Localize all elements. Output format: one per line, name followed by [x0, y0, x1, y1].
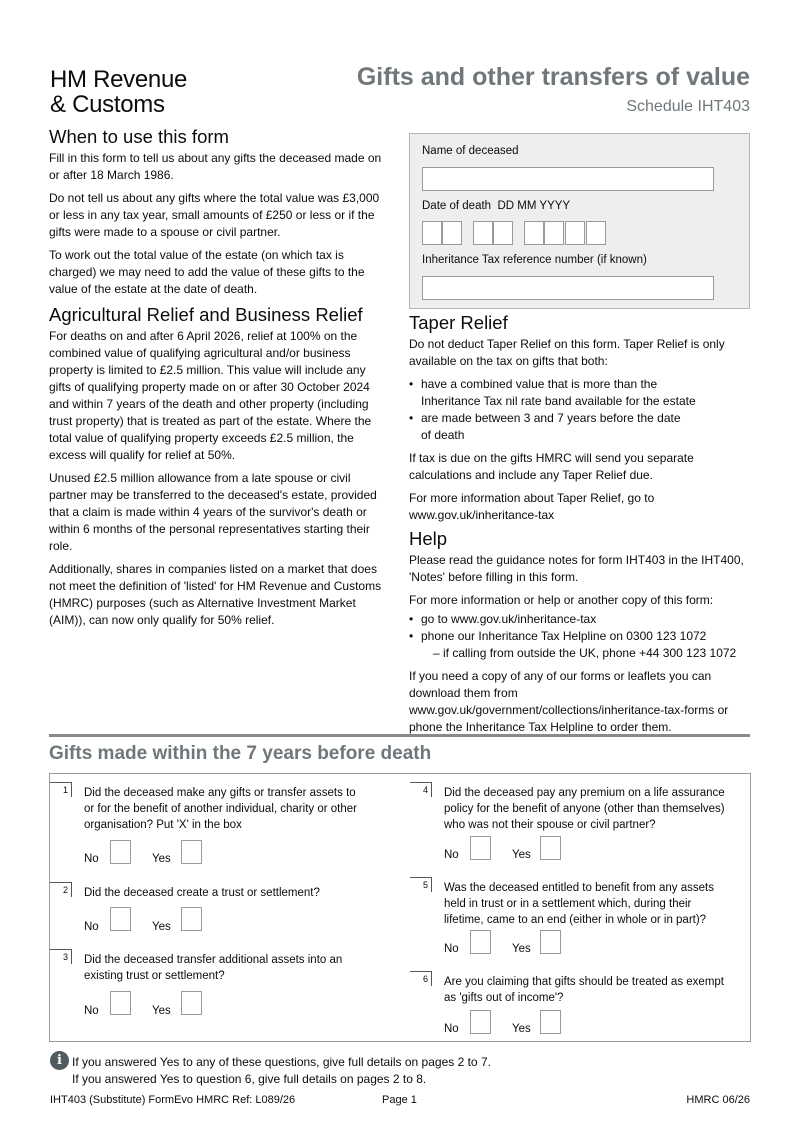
dod-year-4[interactable] [586, 221, 606, 245]
dod-month-2[interactable] [493, 221, 513, 245]
info-line-2: If you answered Yes to question 6, give full details on pages 2 to 8. [72, 1072, 427, 1086]
info-icon: i [50, 1051, 69, 1070]
help-para-3: If you need a copy of any of our forms or leaflets you can download them from www.gov.uk/government/collections/inheritance-tax-forms or phone the Inheritance Tax Helpline to order them. [409, 669, 729, 734]
form-subtitle: Schedule IHT403 [626, 98, 750, 115]
taper-bullet-1 [409, 376, 754, 410]
help-heading: Help [409, 528, 448, 549]
form-title: Gifts and other transfers of value [356, 63, 750, 91]
question-5-text: Was the deceased entitled to benefit from any assets held in trust or in a settlement which, during their lifetime, came to an end (either in whole or in part)? [444, 882, 714, 926]
taper-bullet-1a: have a combined value that is more than the [421, 377, 658, 391]
q3-yes-label: Yes [152, 1005, 171, 1017]
q1-no-label: No [84, 853, 99, 865]
taper-para-1: Do not deduct Taper Relief on this form. Taper Relief is only available on the tax on gifts that both: [409, 337, 725, 368]
taper-bullet-2 [409, 410, 754, 444]
help-para-1: Please read the guidance notes for form IHT403 in the IHT400, 'Notes' before filling in this form. [409, 553, 744, 584]
when-heading: When to use this form [49, 126, 229, 147]
dod-month-1[interactable] [473, 221, 493, 245]
help-bullet-2: • phone our Inheritance Tax Helpline on 0300 123 1072 [409, 628, 754, 645]
deceased-details-panel [409, 133, 750, 309]
relief-heading: Agricultural Relief and Business Relief [49, 304, 363, 325]
relief-para-2: Unused £2.5 million allowance from a late spouse or civil partner may be transferred to the deceased's estate, provided that a claim is made within 4 years of the survivor's death or within 6 months of the personal representatives starting their role. [49, 471, 377, 553]
iht-reference-field[interactable] [422, 276, 714, 300]
info-line-1: If you answered Yes to any of these questions, give full details on pages 2 to 7. [72, 1055, 491, 1069]
right-column [409, 314, 754, 742]
q2-yes-label: Yes [152, 921, 171, 933]
question-number-5: 5 [410, 877, 432, 892]
q1-yes-checkbox[interactable] [181, 840, 202, 864]
q1-no-checkbox[interactable] [110, 840, 131, 864]
logo-line-2: & Customs [50, 91, 165, 118]
question-6-text: Are you claiming that gifts should be treated as exempt as 'gifts out of income'? [444, 976, 724, 1004]
question-number-4: 4 [410, 782, 432, 797]
q2-no-checkbox[interactable] [110, 907, 131, 931]
q3-no-checkbox[interactable] [110, 991, 131, 1015]
help-para-2: For more information or help or another copy of this form: [409, 593, 714, 607]
relief-para-3: Additionally, shares in companies listed on a market that does not meet the definition of 'listed' for HM Revenue and Customs (HMRC) purposes (such as Alternative Investment Market (AIM)), can now only qualify for 50% relief. [49, 562, 382, 627]
date-of-death-label [422, 200, 570, 212]
taper-bullet-1b: Inheritance Tax nil rate band available for the estate [421, 394, 696, 408]
q2-yes-checkbox[interactable] [181, 907, 202, 931]
q1-yes-label: Yes [152, 853, 171, 865]
help-bullet-1: • go to www.gov.uk/inheritance-tax [409, 611, 754, 628]
gifts-section-heading: Gifts made within the 7 years before death [49, 743, 432, 764]
iht-ref-label: Inheritance Tax reference number (if known) [422, 254, 647, 266]
when-para-1: Fill in this form to tell us about any gifts the deceased made on or after 18 March 1986. [49, 151, 382, 182]
left-column [49, 128, 389, 635]
q5-yes-label: Yes [512, 943, 531, 955]
taper-bullets [409, 376, 754, 444]
q2-no-label: No [84, 921, 99, 933]
name-of-deceased-field[interactable] [422, 167, 714, 191]
q5-no-checkbox[interactable] [470, 930, 491, 954]
question-1-text: Did the deceased make any gifts or transfer assets to or for the benefit of another individual, charity or other organisation? Put 'X' in the box [84, 787, 357, 831]
footer-form-ref: IHT403 (Substitute) FormEvo HMRC Ref: L089/26 [50, 1094, 296, 1106]
dod-year-2[interactable] [544, 221, 564, 245]
footer-version: HMRC 06/26 [686, 1094, 750, 1106]
when-para-2: Do not tell us about any gifts where the total value was £3,000 or less in any tax year, small amounts of £250 or less or if the gifts were made to a spouse or civil partner. [49, 191, 380, 239]
q4-yes-checkbox[interactable] [540, 836, 561, 860]
dod-year-3[interactable] [565, 221, 585, 245]
q5-yes-checkbox[interactable] [540, 930, 561, 954]
dod-day-1[interactable] [422, 221, 442, 245]
footer-page-number: Page 1 [382, 1094, 417, 1106]
q4-no-checkbox[interactable] [470, 836, 491, 860]
section-divider [49, 734, 750, 737]
q3-yes-checkbox[interactable] [181, 991, 202, 1015]
q3-no-label: No [84, 1005, 99, 1017]
question-3-text: Did the deceased transfer additional assets into an existing trust or settlement? [84, 954, 343, 982]
q6-no-checkbox[interactable] [470, 1010, 491, 1034]
q5-no-label: No [444, 943, 459, 955]
question-number-2: 2 [50, 882, 72, 897]
taper-para-3: For more information about Taper Relief, go to www.gov.uk/inheritance-tax [409, 491, 655, 522]
info-note [72, 1054, 491, 1088]
relief-para-1: For deaths on and after 6 April 2026, relief at 100% on the combined value of qualifying agricultural and/or business property is limited to £2.5 million. This value will include any gifts of qualifying property made on or after 30 October 2024 and within 7 years of the death and other property (including trust property) that is treated as part of the estate. Where the total value of qualifying property exceeds £2.5 million, the excess will qualify for relief at 50%. [49, 329, 372, 462]
dod-day-2[interactable] [442, 221, 462, 245]
help-bullet-2-sub: – if calling from outside the UK, phone +44 300 123 1072 [433, 646, 737, 660]
taper-heading: Taper Relief [409, 312, 508, 333]
q6-no-label: No [444, 1023, 459, 1035]
taper-bullet-2a: are made between 3 and 7 years before the date [421, 411, 681, 425]
name-label: Name of deceased [422, 145, 519, 157]
question-number-3: 3 [50, 949, 72, 964]
q6-yes-label: Yes [512, 1023, 531, 1035]
q4-yes-label: Yes [512, 849, 531, 861]
taper-bullet-2b: of death [421, 428, 465, 442]
logo-line-1: HM Revenue [50, 66, 188, 93]
dod-format-hint: DD MM YYYY [497, 200, 571, 212]
q6-yes-checkbox[interactable] [540, 1010, 561, 1034]
dod-label-text: Date of death [422, 200, 492, 212]
help-bullets [409, 611, 754, 662]
gifts-questions-panel [49, 773, 751, 1042]
hmrc-logo [50, 67, 187, 117]
question-number-6: 6 [410, 971, 432, 986]
q4-no-label: No [444, 849, 459, 861]
question-number-1: 1 [50, 782, 72, 797]
when-para-3: To work out the total value of the estate (on which tax is charged) we may need to add the value of these gifts to the value of the estate at the date of death. [49, 248, 365, 296]
question-4-text: Did the deceased pay any premium on a life assurance policy for the benefit of anyone (other than themselves) who was not their spouse or civil partner? [444, 787, 725, 831]
taper-para-2: If tax is due on the gifts HMRC will send you separate calculations and include any Taper Relief due. [409, 451, 694, 482]
dod-year-1[interactable] [524, 221, 544, 245]
question-2-text: Did the deceased create a trust or settlement? [84, 887, 320, 899]
